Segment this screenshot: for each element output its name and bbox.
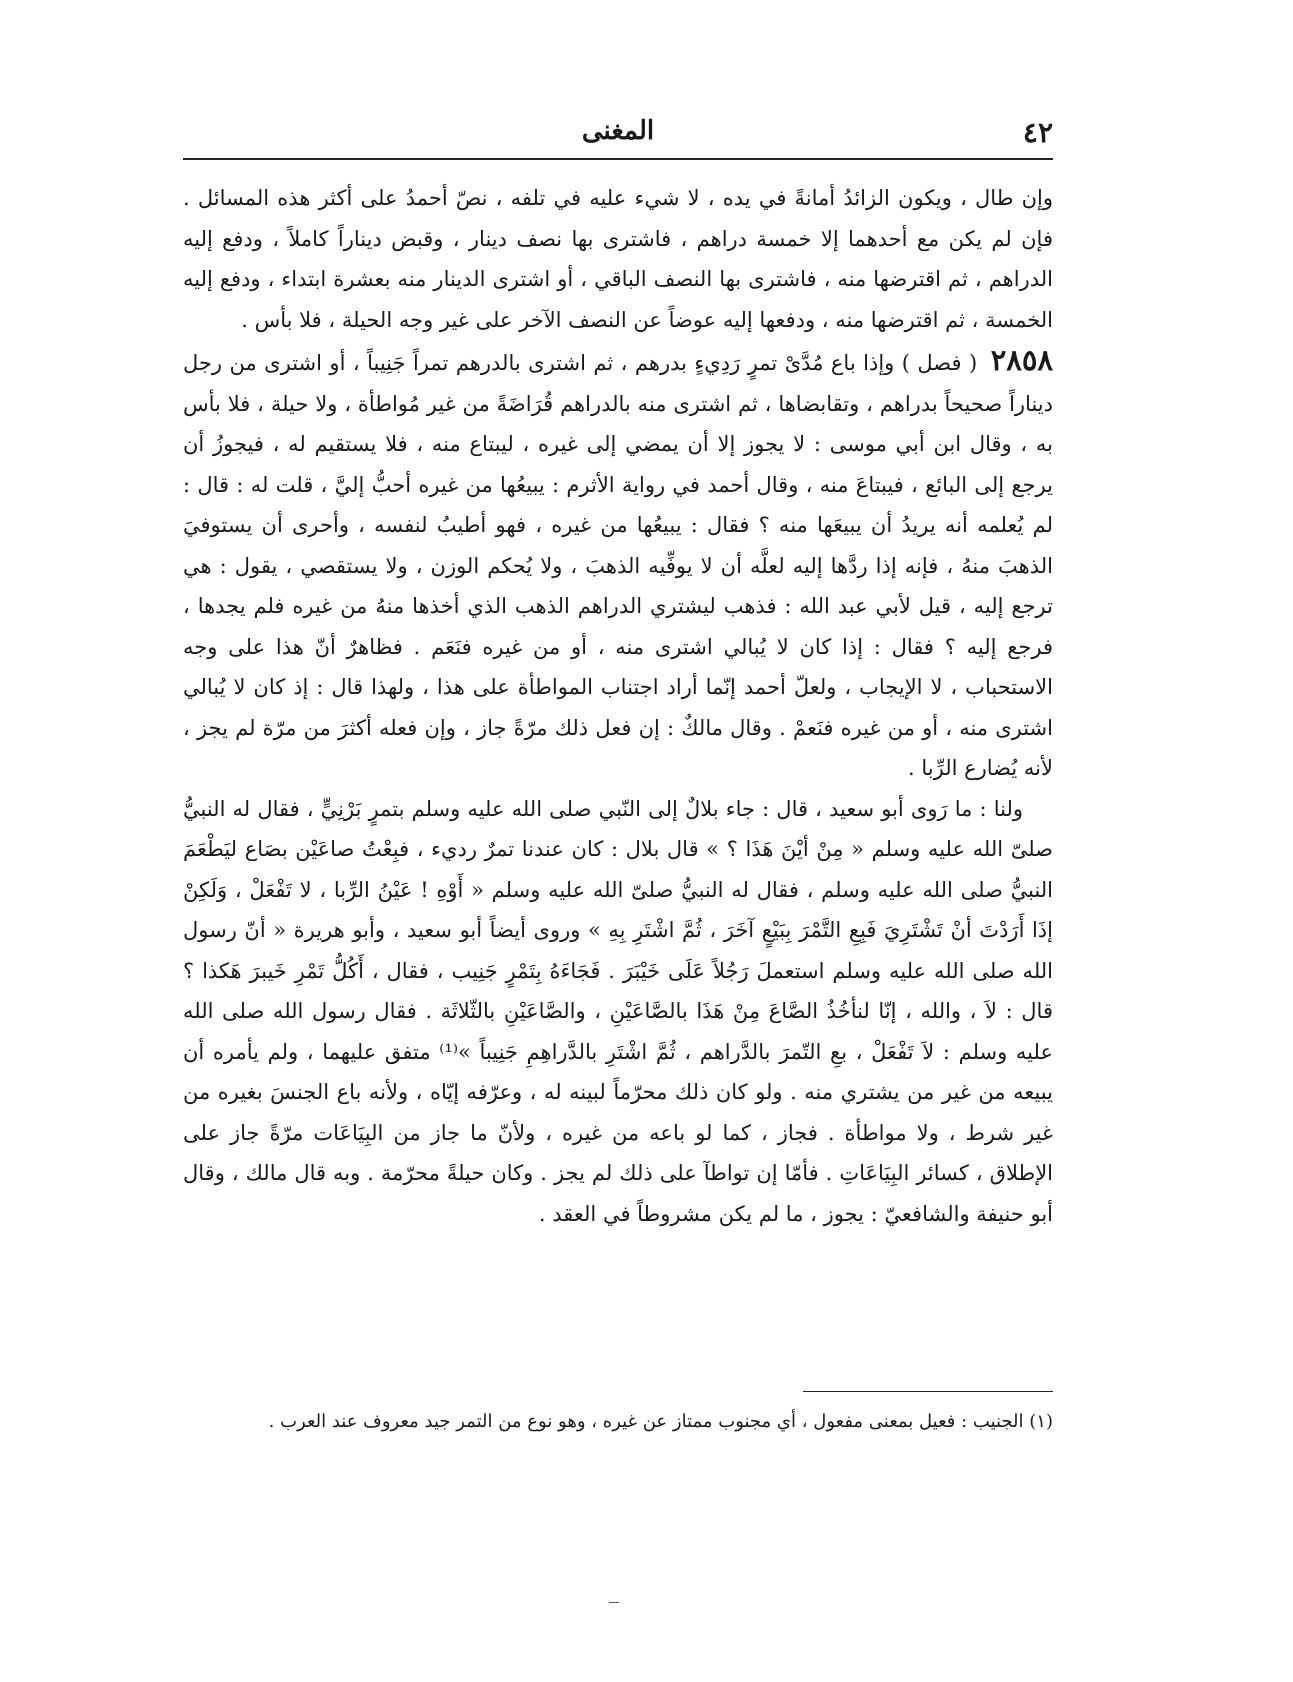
- bottom-mark: [609, 1602, 619, 1603]
- paragraph: ولنا : ما رَوى أبو سعيد ، قال : جاء بلالٌ إلى النّبي صلى الله عليه وسلم بتمرٍ بَرْنِيٍّ ، فقال له النبيُّ صلىّ الله عليه وسلم « مِنْ أيْنَ هَذَا ؟ » قال بلال : كان عندنا تمرٌ رديء ، فبِعْتُ صاعَيْن بصَاع ليَطْعَمَ النبيُّ صلى الله عليه وسلم ، فقال له النبيُّ صلىّ الله عليه وسلم « أَوْهِ ! عَيْنُ الرِّبا ، لا تَفْعَلْ ، وَلَكِنْ إذَا أَرَدْتَ أنْ تَشْتَرِيَ فَبِعِ التَّمْرَ بِبَيْعٍ آخَرَ ، ثُمَّ اشْتَرِ بِهِ » وروى أيضاً أبو سعيد ، وأبو هريرة « أنّ رسول الله صلى الله عليه وسلم استعملَ رَجُلاً عَلَى خَيْبَرَ . فَجَاءَهُ بِتَمْرٍ جَنِيب ، فقال ، أَكُلُّ تَمْرِ خَيبرَ هَكذا ؟ قال : لاَ ، والله ، إنّا لنأخُذُ الصَّاعَ مِنْ هَذَا بالصَّاعَيْنِ ، والصَّاعَيْنِ بالثّلاثَة . فقال رسول الله صلى الله عليه وسلم : لاَ تَفْعَلْ ، بعِ التّمرَ بالدَّراهم ، ثُمَّ اشْتَرِ بالدَّراهِمِ جَنِيباً »⁽¹⁾ متفق عليهما ، ولم يأمره أن يبيعه من غير من يشتري منه . ولو كان ذلك محرّماً لبينه له ، وعرّفه إيّاه ، ولأنه باع الجنسَ بغيره من غير شرط ، ولا مواطأة . فجاز ، كما لو باعه من غيره ، ولأنّ ما جاز من البِيَاعَات مرّةً جاز على الإطلاق ، كسائر البِيَاعَاتِ . فأمّا إن تواطآ على ذلك لم يجز . وكان حيلةً محرّمة . وبه قال مالك ، وقال أبو حنيفة والشافعيّ : يجوز ، ما لم يكن مشروطاً في العقد .: [183, 796, 1053, 1226]
- section-text: ( فصل ) وإذا باع مُدَّىْ تمرٍ رَدِيءٍ بدرهم ، ثم اشترى بالدرهم تمراً جَنِيباً ، أو اشترى من رجل ديناراً صحيحاً بدراهم ، وتقابضاها ، ثم اشترى منه بالدراهم قُرَاضَةً من غير مُواطأة ، ولا حيلة ، فلا بأس به ، وقال ابن أبي موسى : لا يجوز إلا أن يمضي إلى غيره ، ليبتاع منه ، فلا يستقيم له ، فيجوزُ أن يرجع إلى البائع ، فيبتاعَ منه ، وقال أحمد في رواية الأثرم : يبيعُها من غيره أحبُّ إليَّ ، قلت له : قال : لم يُعلمه أنه يريدُ أن يبيعَها منه ؟ فقال : يبيعُها من غيره ، فهو أطيبُ لنفسه ، وأحرى أن يستوفيَ الذهبَ منهُ ، فإنه إذا ردَّها إليه لعلَّه أن لا يوفِّيه الذهبَ ، ولا يُحكم الوزن ، ولا يستقصي ، يقول : هي ترجع إليه ، قيل لأبي عبد الله : فذهب ليشتري الدراهم الذهب الذي أخذها منهُ من غيره فلم يجدها ، فرجع إليه ؟ فقال : إذا كان لا يُبالي اشترى منه ، أو من غيره فنَعَم . فظاهرٌ أنّ هذا على وجه الاستحباب ، لا الإيجاب ، ولعلّ أحمد إنّما أراد اجتناب المواطأة على هذا ، ولهذا قال : إذ كان لا يُبالي اشترى منه ، أو من غيره فنَعمْ . وقال مالكٌ : إن فعل ذلك مرّةً جاز ، وإن فعله أكثرَ من مرّة لم يجز ، لأنه يُضارع الرِّبا .: [183, 351, 1053, 780]
- main-text: [183, 178, 1053, 1234]
- page-header: [183, 112, 1053, 152]
- section-paragraph: [183, 340, 1053, 789]
- footnote-divider: [803, 1391, 1053, 1392]
- footnote: (١) الجنيب : فعيل بمعنى مفعول ، أي مجنوب ممتاز عن غيره ، وهو نوع من التمر جيد معروف عند العرب .: [268, 1411, 1053, 1432]
- paragraph: وإن طال ، ويكون الزائدُ أمانةً في يده ، لا شيء عليه في تلفه ، نصّ أحمدُ على أكثر هذه المسائل . فإن لم يكن مع أحدهما إلا خمسة دراهم ، فاشترى بها نصف دينار ، وقبض ديناراً كاملاً ، ودفع إليه الدراهم ، ثم اقترضها منه ، فاشترى بها النصف الباقي ، أو اشترى الدينار منه بعشرة ابتداء ، ودفع إليه الخمسة ، ثم اقترضها منه ، ودفعها إليه عوضاً عن النصف الآخر على غير وجه الحيلة ، فلا بأس .: [183, 186, 1053, 332]
- header-divider: [183, 158, 1053, 160]
- page-number: ٤٢: [1022, 116, 1053, 149]
- running-title: المغنى: [581, 116, 655, 146]
- section-number: ٢٨٥٨: [990, 343, 1053, 377]
